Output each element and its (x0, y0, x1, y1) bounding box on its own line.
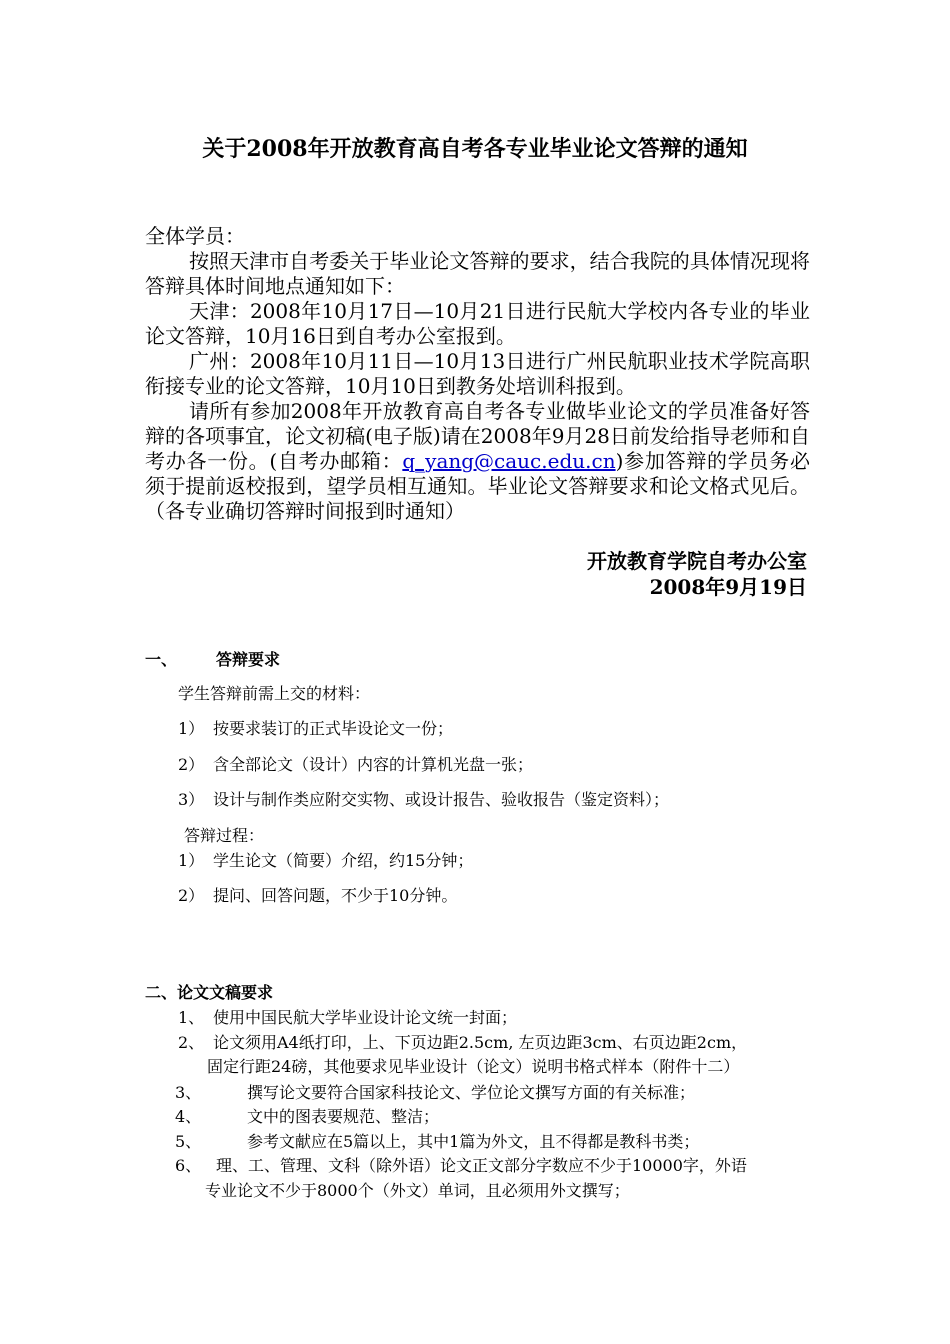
paragraph-instructions (145, 399, 810, 524)
paragraph-tianjin: 天津：2008年10月17日—10月21日进行民航大学校内各专业的毕业论文答辩，10月16日到自考办公室报到。 (145, 299, 810, 348)
instructions-text-end: )参加答辩的学员务必须于提前返校报到，望学员相互通知。毕业论文答辩要求和论文格式见后。（各专业确切答辩时间报到时通知） (145, 449, 810, 523)
document-title: 关于2008年开放教育高自考各专业毕业论文答辩的通知 (202, 136, 748, 162)
signature-office: 开放教育学院自考办公室 (587, 549, 807, 573)
paragraph-intro: 按照天津市自考委关于毕业论文答辩的要求，结合我院的具体情况现将答辩具体时间地点通知如下： (145, 249, 810, 298)
list-item-num: 6、 (175, 1156, 202, 1175)
list-item-num: 2） (178, 755, 205, 774)
list-item-num: 1） (178, 851, 205, 870)
list-item-text: 理、工、管理、文科（除外语）论文正文部分字数应不少于10000字，外语 (216, 1156, 747, 1175)
notice-body (145, 224, 810, 524)
list-item-text: 文中的图表要规范、整洁； (247, 1107, 440, 1126)
list-item-num: 3） (178, 790, 205, 809)
signature-date: 2008年9月19日 (649, 575, 807, 599)
list-item-num: 2、 (178, 1033, 205, 1052)
list-item-text: 含全部论文（设计）内容的计算机光盘一张； (213, 755, 534, 774)
section1-number: 一、 (145, 650, 178, 669)
materials-intro: 学生答辩前需上交的材料： (178, 684, 371, 703)
section1-title: 答辩要求 (216, 650, 281, 669)
list-item-num: 2） (178, 886, 205, 905)
list-item-num: 3、 (175, 1083, 202, 1102)
list-item-text: 论文须用A4纸打印，上、下页边距2.5cm, 左页边距3cm、右页边距2cm， (213, 1033, 748, 1052)
list-item-text: 设计与制作类应附交实物、或设计报告、验收报告（鉴定资料）； (213, 790, 670, 809)
section2-title: 二、论文文稿要求 (145, 983, 274, 1002)
list-item-num: 4、 (175, 1107, 202, 1126)
email-link[interactable]: q_yang@cauc.edu.cn (402, 449, 616, 473)
list-item-text: 使用中国民航大学毕业设计论文统一封面； (213, 1008, 518, 1027)
process-intro: 答辩过程： (184, 826, 265, 845)
list-item-num: 5、 (175, 1132, 202, 1151)
list-item-continuation: 专业论文不少于8000个（外文）单词，且必须用外文撰写； (205, 1181, 630, 1200)
instructions-text-start: 请所有参加2008年开放教育高自考各专业做毕业论文的学员准备好答辩的各项事宜，论文初稿(电子版)请在2008年9月28日前发给指导老师和自考办各一份。(自考办邮箱： (145, 399, 810, 473)
list-item-continuation: 固定行距24磅，其他要求见毕业设计（论文）说明书格式样本（附件十二） (207, 1057, 740, 1076)
list-item-text: 按要求装订的正式毕设论文一份； (213, 719, 454, 738)
greeting: 全体学员： (145, 224, 245, 248)
paragraph-guangzhou: 广州：2008年10月11日—10月13日进行广州民航职业技术学院高职衔接专业的论文答辩，10月10日到教务处培训科报到。 (145, 349, 810, 398)
list-item-text: 提问、回答问题，不少于10分钟。 (213, 886, 458, 905)
list-item-num: 1） (178, 719, 205, 738)
list-item-text: 撰写论文要符合国家科技论文、学位论文撰写方面的有关标准； (247, 1083, 696, 1102)
list-item-text: 参考文献应在5篇以上，其中1篇为外文，且不得都是教科书类； (247, 1132, 700, 1151)
list-item-num: 1、 (178, 1008, 205, 1027)
list-item-text: 学生论文（简要）介绍，约15分钟； (213, 851, 474, 870)
